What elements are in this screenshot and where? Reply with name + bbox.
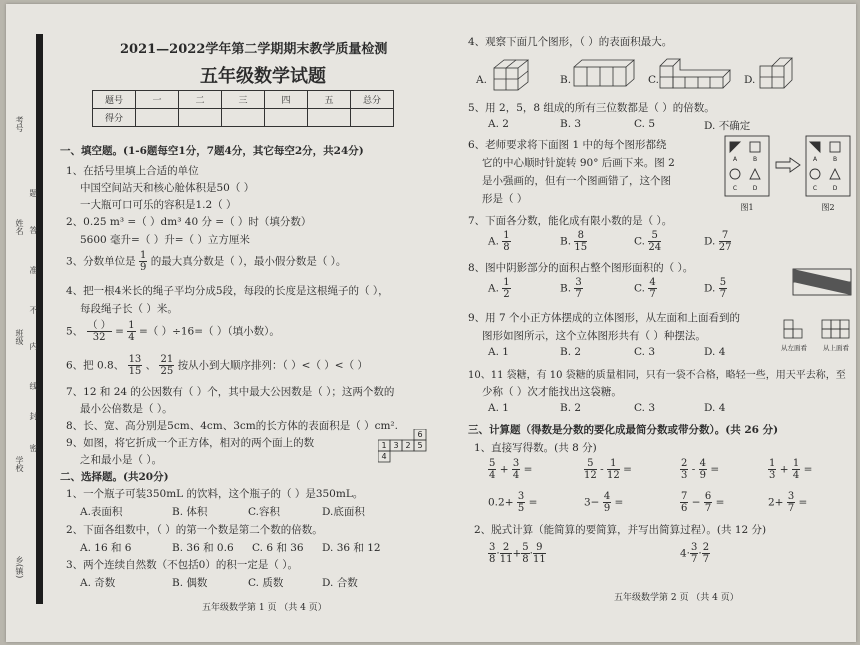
stacked-cubes-figure-a bbox=[492, 56, 540, 92]
part-1-title: 1、直接写得数。(共 8 分) bbox=[474, 442, 597, 454]
seal-char: 密 bbox=[29, 444, 38, 452]
step-cubes-figure-c bbox=[658, 54, 734, 90]
fraction-denominator: 7 bbox=[787, 503, 795, 514]
fraction-numerator: 13 bbox=[128, 354, 142, 365]
fraction-denominator: 4 bbox=[792, 470, 800, 481]
net-face-label: 6 bbox=[417, 430, 423, 439]
left-view-label: 从左面看 bbox=[781, 344, 807, 352]
calc-fraction bbox=[680, 458, 688, 481]
calc-item[interactable] bbox=[768, 491, 807, 514]
fraction-numerator: 1 bbox=[503, 230, 510, 241]
fraction-numerator: 5 bbox=[489, 458, 496, 469]
choice-5-option[interactable]: A. 2 bbox=[488, 118, 509, 130]
choice-2-option[interactable]: C. 6 和 36 bbox=[252, 542, 304, 554]
figure-letter: B bbox=[752, 156, 758, 163]
fraction-denominator: 7 bbox=[649, 289, 656, 300]
fraction-denominator: 3 bbox=[681, 470, 688, 481]
seal-char: 内 bbox=[29, 342, 38, 350]
option-fraction bbox=[574, 277, 582, 300]
fraction-denominator: 12 bbox=[584, 470, 597, 481]
choice-9-option[interactable]: C. 3 bbox=[634, 346, 656, 358]
operator: − bbox=[691, 496, 701, 509]
choice-10-option[interactable]: B. 2 bbox=[560, 402, 582, 414]
score-input-cell[interactable] bbox=[308, 109, 351, 127]
figure-letter: A bbox=[812, 156, 818, 163]
choice-10-option[interactable]: A. 1 bbox=[488, 402, 509, 414]
page-1 bbox=[52, 4, 444, 642]
equals-sign: = bbox=[528, 496, 538, 509]
option-letter: D. bbox=[704, 282, 716, 295]
question-1b: 一大瓶可口可乐的容积是1.2（ ） bbox=[80, 199, 237, 211]
choice-5-option[interactable]: B. 3 bbox=[560, 118, 582, 130]
fraction-denominator: 25 bbox=[160, 366, 174, 377]
fraction-denominator: 7 bbox=[704, 503, 712, 514]
choice-1-option[interactable]: A.表面积 bbox=[80, 506, 123, 518]
q6-fraction-1 bbox=[128, 354, 143, 377]
part-2-title: 2、脱式计算（能简算的要简算，并写出简算过程）。(共 12 分) bbox=[474, 524, 767, 536]
choice-7-option[interactable] bbox=[488, 230, 511, 253]
fraction-denominator: 24 bbox=[648, 242, 662, 253]
question-2a: 2、0.25 m³ =（ ）dm³ 40 分 =（ ）时（填分数） bbox=[66, 216, 312, 228]
calc-fraction bbox=[603, 491, 611, 514]
score-cell: 得分 bbox=[93, 109, 136, 127]
fraction-numerator: 3 bbox=[517, 491, 525, 502]
calc-fraction bbox=[792, 458, 800, 481]
exam-subtitle: 五年级数学试题 bbox=[200, 66, 326, 87]
choice-10-option[interactable]: D. 4 bbox=[704, 402, 726, 414]
choice-7-option[interactable] bbox=[560, 230, 587, 253]
q3-suffix: 的最大真分数是（ ），最小假分数是（ ）。 bbox=[150, 255, 347, 268]
net-face-label: 4 bbox=[381, 452, 387, 461]
choice-8-option[interactable] bbox=[488, 277, 511, 300]
fraction-numerator: 3 bbox=[575, 277, 582, 288]
score-cell: 三 bbox=[222, 91, 265, 109]
q6-prefix: 6、把 0.8、 bbox=[66, 359, 125, 372]
q3-fraction bbox=[139, 250, 147, 273]
fraction-numerator: 1 bbox=[607, 458, 620, 470]
calc-fraction bbox=[680, 491, 688, 514]
calc-fraction bbox=[500, 542, 513, 565]
fraction-denominator: 3 bbox=[769, 470, 776, 481]
score-cell: 总分 bbox=[351, 91, 394, 109]
fraction-denominator: 12 bbox=[606, 470, 620, 481]
question-7a: 7、12 和 24 的公因数有（ ）个，其中最大公因数是（ ）；这两个数的 bbox=[66, 386, 395, 398]
fraction-denominator: 15 bbox=[128, 366, 142, 377]
calc-fraction bbox=[488, 542, 496, 565]
seal-char: 答 bbox=[29, 226, 38, 234]
calc-fraction bbox=[704, 491, 712, 514]
binding-margin bbox=[6, 4, 40, 642]
choice-6c: 是小强画的，但有一个图画错了，这个图 bbox=[482, 175, 671, 187]
choice-3-option[interactable]: A. 奇数 bbox=[80, 577, 116, 589]
choice-6b: 它的中心顺时针旋转 90° 后画下来。图 2 bbox=[482, 157, 675, 169]
figure-letter: D bbox=[832, 185, 838, 192]
score-input-cell[interactable] bbox=[265, 109, 308, 127]
fraction-numerator: 4 bbox=[603, 491, 611, 502]
seal-char: 准 bbox=[29, 266, 38, 274]
fraction-numerator: 5 bbox=[522, 542, 529, 553]
fraction-numerator: 21 bbox=[160, 354, 174, 365]
choice-5-option[interactable]: D. 不确定 bbox=[704, 120, 751, 132]
score-table bbox=[92, 90, 394, 127]
choice-6d: 形是（ ） bbox=[482, 193, 528, 205]
score-cell: 题号 bbox=[93, 91, 136, 109]
question-4a: 4、把一根4米长的绳子平均分成5段，每段的长度是这根绳子的（ ）， bbox=[66, 285, 389, 297]
choice-9-option[interactable]: A. 1 bbox=[488, 346, 509, 358]
choice-9a: 9、用 7 个小正方体摆成的立体图形，从左面和上面看到的 bbox=[468, 312, 741, 324]
equals-sign: = bbox=[623, 463, 632, 476]
figure-1-label: 图1 bbox=[740, 203, 754, 212]
net-face-label: 5 bbox=[417, 441, 423, 450]
calc-item[interactable] bbox=[488, 458, 532, 481]
choice-8-option[interactable] bbox=[560, 277, 583, 300]
fraction-denominator: 4 bbox=[128, 332, 135, 343]
fraction-denominator: 6 bbox=[681, 503, 688, 514]
option-fraction bbox=[502, 277, 510, 300]
choice-2-option[interactable]: B. 36 和 0.6 bbox=[172, 542, 234, 554]
choice-10a: 10、11 袋糖，有 10 袋糖的质量相同，只有一袋不合格，略轻一些，用天平去称，至 bbox=[468, 370, 846, 381]
option-letter: B. bbox=[560, 235, 572, 248]
choice-9b: 图形如图所示，这个立体图形共有（ ）种摆法。 bbox=[482, 330, 706, 342]
fraction-denominator: 5 bbox=[517, 503, 525, 514]
choice-3-option[interactable]: B. 偶数 bbox=[172, 577, 208, 589]
option-letter: D. bbox=[704, 235, 716, 248]
option-letter: C. bbox=[634, 235, 645, 248]
score-input-cell[interactable] bbox=[179, 109, 222, 127]
option-letter: A. bbox=[488, 235, 499, 248]
exam-title: 2021—2022学年第二学期期末教学质量检测 bbox=[120, 42, 388, 57]
net-face-label: 1 bbox=[381, 441, 387, 450]
question-9a: 9、如图，将它折成一个正方体，相对的两个面上的数 bbox=[66, 437, 315, 449]
choice-3: 3、两个连续自然数（不包括0）的积一定是（ ）。 bbox=[66, 559, 298, 571]
fraction-denominator: 32 bbox=[92, 332, 106, 343]
fraction-numerator: 5 bbox=[584, 458, 597, 470]
calc-fraction bbox=[690, 542, 698, 565]
choice-8: 8、图中阴影部分的面积占整个图形面积的（ ）。 bbox=[468, 262, 694, 274]
calc-fraction bbox=[787, 491, 795, 514]
fraction-numerator: 1 bbox=[128, 320, 135, 331]
calc-prefix: 0.2+ bbox=[488, 496, 514, 509]
three-view-figure bbox=[780, 318, 852, 354]
choice-8-option[interactable] bbox=[704, 277, 727, 300]
page-footer: 五年级数学第 1 页 （共 4 页） bbox=[202, 603, 327, 613]
choice-2-option[interactable]: D. 36 和 12 bbox=[322, 542, 381, 554]
option-fraction bbox=[574, 230, 587, 253]
calc-item[interactable] bbox=[768, 458, 812, 481]
fraction-denominator: 7 bbox=[702, 554, 710, 565]
option-fraction bbox=[719, 277, 727, 300]
calc-fraction bbox=[607, 458, 620, 481]
binding-bar bbox=[36, 34, 43, 604]
choice-3-option[interactable]: C. 质数 bbox=[248, 577, 284, 589]
question-1a: 中国空间站天和核心舱体积是50（ ） bbox=[80, 182, 255, 194]
fraction-numerator: 1 bbox=[503, 277, 510, 288]
margin-label-class: 班级 bbox=[15, 329, 24, 345]
figure-letter: B bbox=[832, 156, 838, 163]
choice-5: 5、用 2，5，8 组成的所有三位数都是（ ）的倍数。 bbox=[468, 102, 715, 114]
fraction-numerator: 3 bbox=[489, 542, 496, 553]
calc-fraction bbox=[488, 458, 496, 481]
choice-5-option[interactable]: C. 5 bbox=[634, 118, 656, 130]
calc-fraction bbox=[512, 458, 520, 481]
cube-row-figure-b bbox=[572, 58, 640, 88]
net-face-label: 3 bbox=[393, 441, 399, 450]
score-table-header-row bbox=[93, 91, 394, 109]
calc-item[interactable] bbox=[680, 458, 719, 481]
score-cell: 一 bbox=[136, 91, 179, 109]
question-8: 8、长、宽、高分别是5cm、4cm、3cm的长方体的表面积是（ ）cm². bbox=[66, 420, 398, 432]
option-fraction bbox=[719, 230, 732, 253]
choice-1: 1、一个瓶子可装350mL 的饮料，这个瓶子的（ ）是350mL。 bbox=[66, 488, 364, 500]
fraction-denominator: 27 bbox=[718, 242, 732, 253]
fraction-numerator: 8 bbox=[574, 230, 587, 242]
option-fraction bbox=[648, 277, 656, 300]
equals-sign: = bbox=[798, 496, 808, 509]
calc-fraction bbox=[699, 458, 707, 481]
operator: + bbox=[779, 463, 789, 476]
q5-suffix: =（ ）÷16=（ ）（填小数）。 bbox=[138, 325, 280, 338]
margin-label-name: 姓名 bbox=[15, 219, 24, 235]
section-1-title: 一、填空题。(1-6题每空1分，7题4分，其它每空2分，共24分) bbox=[60, 145, 364, 157]
score-cell: 五 bbox=[308, 91, 351, 109]
fraction-denominator: 11 bbox=[499, 554, 513, 565]
calc-prefix: 3− bbox=[584, 496, 600, 509]
choice-1-option[interactable]: B. 体积 bbox=[172, 506, 208, 518]
figure-letter: C bbox=[732, 185, 738, 192]
operator: + bbox=[499, 463, 509, 476]
calc-fraction bbox=[702, 542, 710, 565]
score-cell: 二 bbox=[179, 91, 222, 109]
fraction-denominator: 8 bbox=[503, 242, 510, 253]
fraction-denominator: 8 bbox=[489, 554, 496, 565]
q6-separator: 、 bbox=[145, 359, 157, 372]
fraction-numerator: 5 bbox=[648, 230, 661, 242]
exam-sheet bbox=[6, 4, 856, 642]
seal-char: 线 bbox=[29, 382, 38, 390]
question-3 bbox=[66, 250, 346, 273]
fraction-numerator: 1 bbox=[769, 458, 776, 469]
calc-item[interactable] bbox=[584, 458, 632, 481]
fraction-denominator: 7 bbox=[719, 289, 727, 300]
fraction-denominator: 9 bbox=[699, 470, 706, 481]
score-input-cell[interactable] bbox=[222, 109, 265, 127]
fraction-numerator: 5 bbox=[719, 277, 727, 288]
fraction-denominator: 4 bbox=[512, 470, 520, 481]
choice-2-option[interactable]: A. 16 和 6 bbox=[80, 542, 132, 554]
equals-sign: = bbox=[803, 463, 813, 476]
fraction-denominator: 7 bbox=[691, 554, 698, 565]
fraction-denominator: 11 bbox=[532, 554, 546, 565]
fraction-numerator: 4 bbox=[699, 458, 706, 469]
page-2 bbox=[468, 4, 853, 642]
seal-char: 不 bbox=[29, 306, 38, 314]
calc-fraction bbox=[584, 458, 597, 481]
expression-2[interactable]: 4· $\frac{3}{7}$ · $\frac{2}{7}$ bbox=[680, 542, 710, 565]
fraction-numerator: 6 bbox=[704, 491, 712, 502]
section-3-title: 三、计算题（得数是分数的要化成最简分数或带分数）。(共 26 分) bbox=[468, 424, 779, 436]
score-table-score-row bbox=[93, 109, 394, 127]
choice-7-option[interactable] bbox=[634, 230, 661, 253]
fraction-numerator: 1 bbox=[792, 458, 800, 469]
q5-equals: = bbox=[115, 325, 124, 338]
calc-item[interactable] bbox=[584, 491, 623, 514]
choice-7: 7、下面各分数，能化成有限小数的是（ ）。 bbox=[468, 215, 673, 227]
fraction-numerator: 3 bbox=[512, 458, 520, 469]
choice-3-option[interactable]: D. 合数 bbox=[322, 577, 358, 589]
choice-1-option[interactable]: C.容积 bbox=[248, 506, 280, 518]
choice-8-option[interactable] bbox=[634, 277, 657, 300]
fraction-numerator: 2 bbox=[500, 542, 513, 554]
fraction-numerator: 1 bbox=[140, 250, 147, 261]
choice-4-option-a[interactable]: A. bbox=[476, 74, 487, 86]
margin-label-township: 乡(镇) bbox=[15, 556, 24, 579]
choice-10-option[interactable]: C. 3 bbox=[634, 402, 656, 414]
fraction-numerator: 7 bbox=[681, 491, 688, 502]
equals-sign: = bbox=[710, 463, 720, 476]
option-fraction bbox=[502, 230, 510, 253]
fraction-denominator: 15 bbox=[574, 242, 588, 253]
score-input-cell[interactable] bbox=[136, 109, 179, 127]
choice-4-option-d[interactable]: D. bbox=[744, 74, 756, 86]
question-2b: 5600 毫升=（ ）升=（ ）立方厘米 bbox=[80, 234, 250, 246]
margin-label-exam-number: 考号 bbox=[15, 116, 24, 132]
fraction-numerator: 7 bbox=[719, 230, 732, 242]
fraction-denominator: 8 bbox=[522, 554, 529, 565]
question-1: 1、在括号里填上合适的单位 bbox=[66, 165, 199, 177]
fraction-numerator: （ ） bbox=[87, 320, 111, 331]
choice-9-option[interactable]: D. 4 bbox=[704, 346, 726, 358]
operator: - bbox=[600, 463, 604, 476]
question-9b: 之和最小是（ ）。 bbox=[80, 454, 163, 466]
calc-fraction bbox=[521, 542, 529, 565]
equals-sign: = bbox=[715, 496, 725, 509]
equals-sign: = bbox=[523, 463, 533, 476]
cube-net-figure bbox=[378, 429, 438, 465]
fraction-denominator: 7 bbox=[575, 289, 582, 300]
page-footer: 五年级数学第 2 页 （共 4 页） bbox=[614, 593, 739, 603]
calc-fraction bbox=[768, 458, 776, 481]
margin-label-school: 学校 bbox=[15, 456, 24, 472]
fraction-numerator: 3 bbox=[691, 542, 698, 553]
figure-2-label: 图2 bbox=[821, 203, 835, 212]
question-6 bbox=[66, 354, 368, 377]
q5-fraction-2 bbox=[127, 320, 135, 343]
fraction-numerator: 3 bbox=[787, 491, 795, 502]
section-2-title: 二、选择题。(共20分) bbox=[60, 471, 169, 483]
choice-4-option-c[interactable]: C. bbox=[648, 74, 659, 86]
fraction-numerator: 2 bbox=[681, 458, 688, 469]
equals-sign: = bbox=[614, 496, 624, 509]
choice-4-option-b[interactable]: B. bbox=[560, 74, 572, 86]
option-letter: B. bbox=[560, 282, 572, 295]
choice-2: 2、下面各组数中，（ ）的第一个数是第二个数的倍数。 bbox=[66, 524, 323, 536]
figure-letter: A bbox=[732, 156, 738, 163]
top-view-label: 从上面看 bbox=[823, 344, 849, 352]
q5-prefix: 5、 bbox=[66, 325, 84, 338]
option-letter: A. bbox=[488, 282, 499, 295]
q6-fraction-2 bbox=[159, 354, 174, 377]
operator: - bbox=[691, 463, 696, 476]
rotation-figures bbox=[724, 134, 852, 214]
shaded-area-figure bbox=[792, 268, 852, 296]
seal-char: 封 bbox=[29, 412, 38, 420]
option-letter: C. bbox=[634, 282, 645, 295]
choice-7-option[interactable] bbox=[704, 230, 731, 253]
choice-1-option[interactable]: D.底面积 bbox=[322, 506, 365, 518]
net-face-label: 2 bbox=[405, 441, 411, 450]
calc-prefix: 2+ bbox=[768, 496, 784, 509]
choice-4: 4、观察下面几个图形，（ ）的表面积最大。 bbox=[468, 36, 673, 48]
fraction-denominator: 4 bbox=[489, 470, 496, 481]
fraction-denominator: 2 bbox=[503, 289, 510, 300]
score-cell: 四 bbox=[265, 91, 308, 109]
figure-letter: C bbox=[812, 185, 818, 192]
fraction-denominator: 9 bbox=[140, 262, 147, 273]
question-7b: 最小公倍数是（ ）。 bbox=[80, 403, 173, 415]
option-fraction bbox=[648, 230, 661, 253]
question-5 bbox=[66, 320, 280, 343]
q3-prefix: 3、分数单位是 bbox=[66, 255, 136, 268]
choice-10b: 少称（ ）次才能找出这袋糖。 bbox=[482, 386, 622, 398]
calc-fraction bbox=[533, 542, 546, 565]
q5-fraction-1 bbox=[87, 320, 112, 343]
calc-prefix: 4· bbox=[680, 547, 691, 560]
seal-char: 题 bbox=[29, 189, 38, 197]
fraction-numerator: 2 bbox=[702, 542, 710, 553]
figure-letter: D bbox=[752, 185, 758, 192]
choice-9-option[interactable]: B. 2 bbox=[560, 346, 582, 358]
q6-suffix: 按从小到大顺序排列：（ ）<（ ）<（ ） bbox=[177, 359, 368, 372]
fraction-denominator: 9 bbox=[603, 503, 611, 514]
calc-item[interactable] bbox=[488, 491, 537, 514]
expression-1[interactable]: $\frac{3}{8}$ · $\frac{2}{11}$ + $\frac{5}{8}$ · $\frac{9}{11}$ bbox=[489, 542, 546, 565]
calc-fraction bbox=[517, 491, 525, 514]
l-cubes-figure-d bbox=[758, 54, 798, 90]
fraction-numerator: 4 bbox=[649, 277, 656, 288]
calc-item[interactable] bbox=[680, 491, 724, 514]
score-input-cell[interactable] bbox=[351, 109, 394, 127]
question-4b: 每段绳子长（ ）米。 bbox=[80, 303, 178, 315]
choice-6a: 6、老师要求将下面图 1 中的每个图形都绕 bbox=[468, 139, 667, 151]
fraction-numerator: 9 bbox=[533, 542, 546, 554]
